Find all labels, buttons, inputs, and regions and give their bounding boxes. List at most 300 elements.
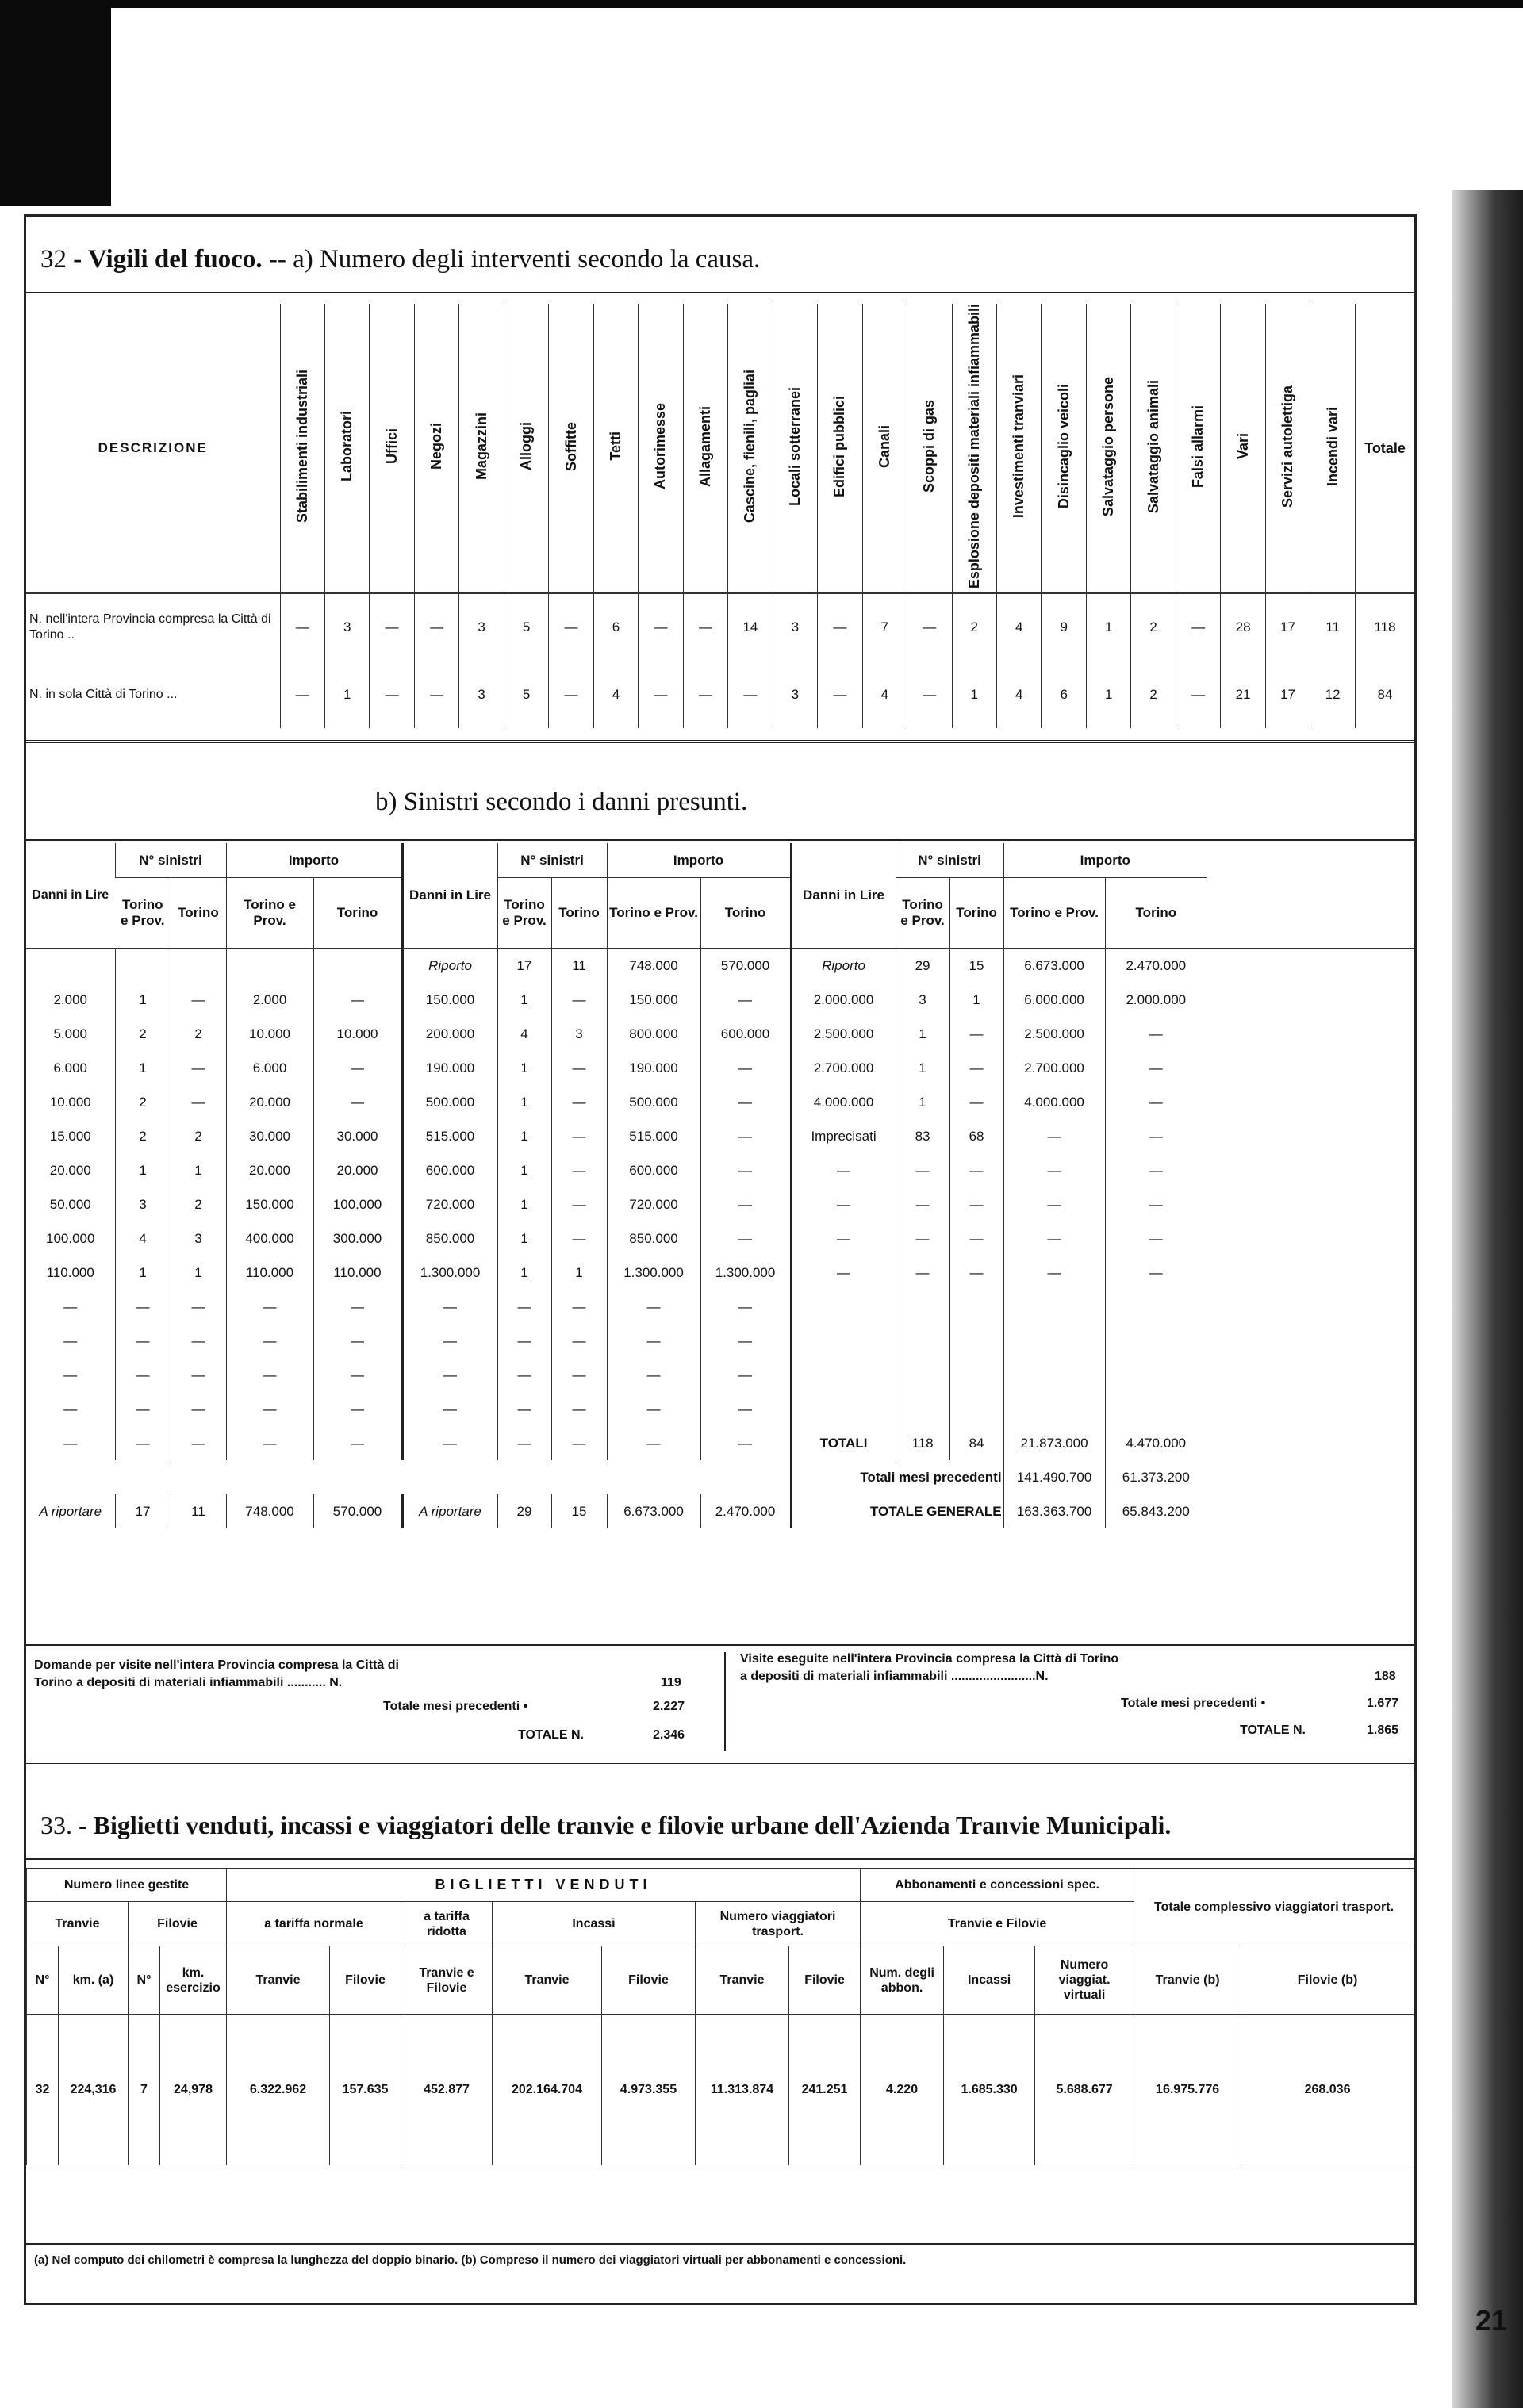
a-riportare-value: 29 xyxy=(497,1494,551,1528)
spacer xyxy=(1207,843,1414,949)
table-cell: 1 xyxy=(896,1085,949,1119)
table-cell: 84 xyxy=(949,1426,1003,1460)
table-cell: 3 xyxy=(324,593,369,661)
table-cell: TOTALI xyxy=(791,1426,896,1460)
table-cell: 24,978 xyxy=(160,2015,227,2165)
table-cell: 1.685.330 xyxy=(944,2015,1035,2165)
a-riportare-label: A riportare xyxy=(402,1494,497,1528)
col-torino-prov: Torino e Prov. xyxy=(226,878,313,949)
table-cell: 1 xyxy=(497,1153,551,1187)
table-cell xyxy=(1105,1324,1207,1358)
col-torino: Torino xyxy=(551,878,607,949)
table-cell: — xyxy=(551,983,607,1017)
spacer xyxy=(1207,1426,1414,1460)
table-cell xyxy=(1003,1392,1105,1426)
row-description: N. in sola Città di Torino ... xyxy=(29,687,178,701)
table-cell: — xyxy=(1105,1256,1207,1290)
table-row xyxy=(26,1290,1414,1324)
table-cell: — xyxy=(63,1401,78,1417)
table-cell: 2.500.000 xyxy=(791,1017,896,1051)
table-cell: 4 xyxy=(115,1221,171,1256)
table-cell: 241.251 xyxy=(789,2015,861,2165)
table-cell: 17 xyxy=(497,949,551,984)
col-numero-linee: Numero linee gestite xyxy=(27,1869,227,1902)
table-cell: 2 xyxy=(1131,593,1176,661)
table-row xyxy=(26,593,1414,661)
table-cell: — xyxy=(1003,1256,1105,1290)
table-row xyxy=(26,661,1414,728)
table-row xyxy=(26,983,1414,1017)
document-page xyxy=(24,214,1417,2305)
col-header xyxy=(280,304,324,593)
col-header-label: Salvataggio persone xyxy=(1100,376,1117,516)
table-cell xyxy=(896,1392,949,1426)
table-cell: — xyxy=(171,983,226,1017)
damages-table xyxy=(26,843,1414,1528)
page-number: 21 xyxy=(1475,2304,1507,2337)
table-row xyxy=(26,1119,1414,1153)
table-cell: — xyxy=(171,1085,226,1119)
table-cell: Riporto xyxy=(791,949,896,984)
col-n: N° xyxy=(129,1946,160,2015)
table-cell xyxy=(1003,1324,1105,1358)
table-cell: 29 xyxy=(896,949,949,984)
table-cell xyxy=(1105,1290,1207,1324)
table-cell: — xyxy=(1105,1153,1207,1187)
table-cell: — xyxy=(551,1187,607,1221)
col-header-label: Alloggi xyxy=(518,422,535,471)
table-cell xyxy=(1105,1392,1207,1426)
col-numero-viaggiatori: Numero viaggiatori trasport. xyxy=(696,1902,861,1946)
table-cell: — xyxy=(907,661,952,728)
col-header-label: Canali xyxy=(876,424,892,468)
table-cell: Imprecisati xyxy=(791,1119,896,1153)
table-cell: 17 xyxy=(1265,661,1310,728)
spacer xyxy=(1207,1017,1414,1051)
table-cell: — xyxy=(1003,1153,1105,1187)
table-cell: 1 xyxy=(497,1119,551,1153)
table-row xyxy=(26,1187,1414,1221)
table-cell: — xyxy=(171,1392,226,1426)
table-cell: — xyxy=(1105,1187,1207,1221)
table-cell: — xyxy=(818,661,862,728)
table-cell: — xyxy=(171,1290,226,1324)
table-cell: — xyxy=(313,1324,402,1358)
table-cell: 2 xyxy=(115,1119,171,1153)
table-cell: 100.000 xyxy=(46,1230,95,1246)
visite-line2: a depositi di materiali infiammabili ........................N. xyxy=(740,1670,1049,1683)
scan-binding-shadow xyxy=(1452,190,1523,2408)
table-cell: 110.000 xyxy=(313,1256,402,1290)
col-torino: Torino xyxy=(313,878,402,949)
table-cell: 50.000 xyxy=(49,1196,91,1212)
table-cell: 1 xyxy=(497,1085,551,1119)
a-riportare-value: 17 xyxy=(115,1494,171,1528)
table-cell: — xyxy=(639,593,683,661)
table-row xyxy=(26,1392,1414,1426)
table-row xyxy=(26,1358,1414,1392)
col-viaggiatori-virtuali: Numero viaggiat. virtuali xyxy=(1035,1946,1134,2015)
table-cell: 515.000 xyxy=(402,1119,497,1153)
table-cell: 3 xyxy=(171,1221,226,1256)
table-cell: — xyxy=(1105,1119,1207,1153)
table-cell: — xyxy=(791,1221,896,1256)
table-cell: 10.000 xyxy=(226,1017,313,1051)
col-incassi: Incassi xyxy=(493,1902,696,1946)
table-cell: 6.000 xyxy=(53,1060,88,1076)
section-b-title: b) Sinistri secondo i danni presunti. xyxy=(375,788,748,816)
table-cell: 500.000 xyxy=(402,1085,497,1119)
col-header-label: Stabilimenti industriali xyxy=(293,370,310,523)
col-header xyxy=(414,304,458,593)
table-cell: — xyxy=(115,1392,171,1426)
table-cell: 21.873.000 xyxy=(1003,1426,1105,1460)
table-cell: 10.000 xyxy=(313,1017,402,1051)
col-danni: Danni in Lire xyxy=(26,843,115,949)
table-cell xyxy=(949,1358,1003,1392)
col-n: N° xyxy=(27,1946,59,2015)
totale-generale-label: TOTALE GENERALE xyxy=(791,1494,1003,1528)
visite-total-label: TOTALE N. xyxy=(1240,1724,1306,1737)
spacer xyxy=(1207,1085,1414,1119)
col-header-label: Esplosione depositi materiali infiammabili xyxy=(965,304,982,589)
col-tranvie-e-filovie: Tranvie e Filovie xyxy=(861,1902,1134,1946)
table-cell: 83 xyxy=(896,1119,949,1153)
table-cell: 15.000 xyxy=(49,1128,91,1144)
table-cell: — xyxy=(1105,1051,1207,1085)
domande-total-value: 2.346 xyxy=(653,1728,685,1742)
table-cell: 200.000 xyxy=(402,1017,497,1051)
table-cell: — xyxy=(414,661,458,728)
row-total: 118 xyxy=(1356,593,1415,661)
col-header-label: Allagamenti xyxy=(696,405,713,487)
table-cell: 1 xyxy=(171,1153,226,1187)
spacer xyxy=(26,1460,791,1494)
visite-line1: Visite eseguite nell'intera Provincia compresa la Città di Torino xyxy=(740,1652,1119,1666)
divider xyxy=(26,839,1414,841)
table-cell: — xyxy=(115,1426,171,1460)
table-row xyxy=(26,1221,1414,1256)
col-header xyxy=(818,304,862,593)
col-nsinistri: N° sinistri xyxy=(896,843,1003,878)
table-cell: 3 xyxy=(459,593,504,661)
table-cell: — xyxy=(313,1392,402,1426)
col-torino: Torino xyxy=(949,878,1003,949)
table-cell xyxy=(791,1290,896,1324)
col-torino: Torino xyxy=(1105,878,1207,949)
col-header xyxy=(1086,304,1130,593)
table-cell: — xyxy=(115,1324,171,1358)
col-header xyxy=(1042,304,1086,593)
table-cell: 5.688.677 xyxy=(1035,2015,1134,2165)
tickets-table xyxy=(26,1868,1414,2165)
table-cell: 4 xyxy=(997,661,1042,728)
table-cell: 3 xyxy=(773,661,817,728)
table-row xyxy=(26,1426,1414,1460)
table-cell: — xyxy=(497,1324,551,1358)
col-header xyxy=(1131,304,1176,593)
table-cell: — xyxy=(607,1392,700,1426)
table-cell: — xyxy=(949,1017,1003,1051)
spacer xyxy=(1207,1051,1414,1085)
col-header-label: Locali sotterranei xyxy=(786,386,803,506)
table-cell: 32 xyxy=(27,2015,59,2165)
table-cell: — xyxy=(1003,1221,1105,1256)
table-cell: — xyxy=(226,1392,313,1426)
col-importo: Importo xyxy=(226,843,402,878)
col-header xyxy=(324,304,369,593)
table-row xyxy=(26,1017,1414,1051)
visite-prev-value: 1.677 xyxy=(1367,1697,1399,1710)
table-cell: — xyxy=(1105,1085,1207,1119)
table-cell: — xyxy=(313,1051,402,1085)
col-header xyxy=(862,304,907,593)
table-cell: 2.000 xyxy=(53,991,88,1007)
table-cell: 2.470.000 xyxy=(1105,949,1207,984)
totali-mesi-value: 141.490.700 xyxy=(1003,1460,1105,1494)
table-cell: — xyxy=(497,1358,551,1392)
table-cell: — xyxy=(313,1358,402,1392)
table-cell xyxy=(1003,1358,1105,1392)
table-cell: — xyxy=(226,1324,313,1358)
table-cell: — xyxy=(313,1290,402,1324)
col-header-label: Incendi vari xyxy=(1324,406,1341,486)
col-filovie-b: Filovie (b) xyxy=(1241,1946,1414,2015)
divider xyxy=(26,1858,1414,1860)
col-incassi: Incassi xyxy=(944,1946,1035,2015)
table-cell: — xyxy=(551,1426,607,1460)
table-cell xyxy=(1105,1358,1207,1392)
col-tariffa-ridotta: a tariffa ridotta xyxy=(401,1902,493,1946)
a-riportare-value: 748.000 xyxy=(226,1494,313,1528)
table-cell: — xyxy=(313,983,402,1017)
domande-prev-label: Totale mesi precedenti • xyxy=(383,1700,528,1713)
col-tranvie: Tranvie xyxy=(27,1902,129,1946)
table-cell xyxy=(791,1392,896,1426)
table-cell: — xyxy=(949,1051,1003,1085)
interventions-table xyxy=(26,304,1414,728)
double-divider xyxy=(26,1763,1414,1766)
table-cell: 2.500.000 xyxy=(1003,1017,1105,1051)
table-row xyxy=(27,2015,1414,2165)
table-cell: 157.635 xyxy=(330,2015,401,2165)
table-cell: 3 xyxy=(773,593,817,661)
table-cell: 515.000 xyxy=(607,1119,700,1153)
table-cell xyxy=(313,949,402,984)
table-cell: 1 xyxy=(896,1017,949,1051)
table-cell: 6 xyxy=(1042,661,1086,728)
table-cell: 6 xyxy=(593,593,638,661)
table-cell: — xyxy=(1105,1017,1207,1051)
col-danni: Danni in Lire xyxy=(402,843,497,949)
col-header-label: Servizi autolettiga xyxy=(1279,385,1296,508)
table-cell: 4.470.000 xyxy=(1105,1426,1207,1460)
col-header-label: Disincaglio veicoli xyxy=(1055,384,1072,509)
table-cell: — xyxy=(414,593,458,661)
a-riportare-label: A riportare xyxy=(39,1503,102,1519)
table-cell: 15 xyxy=(949,949,1003,984)
table-cell: — xyxy=(63,1435,78,1451)
col-header-label: Falsi allarmi xyxy=(1190,405,1207,488)
table-cell: — xyxy=(402,1392,497,1426)
table-cell: 20.000 xyxy=(226,1085,313,1119)
totale-generale-value: 65.843.200 xyxy=(1105,1494,1207,1528)
table-cell: — xyxy=(607,1426,700,1460)
col-abbonamenti: Abbonamenti e concessioni spec. xyxy=(861,1869,1134,1902)
table-cell: — xyxy=(700,1392,791,1426)
table-cell: 150.000 xyxy=(402,983,497,1017)
table-cell: — xyxy=(700,1051,791,1085)
totali-mesi-label: Totali mesi precedenti xyxy=(791,1460,1003,1494)
table-cell: — xyxy=(551,1051,607,1085)
table-cell: 2 xyxy=(1131,661,1176,728)
a-riportare-value: 15 xyxy=(551,1494,607,1528)
table-cell: 2.000.000 xyxy=(1105,983,1207,1017)
section-number: 32 xyxy=(40,245,67,274)
section-subtitle: -- a) Numero degli interventi secondo la causa. xyxy=(268,245,761,274)
domande-prev-value: 2.227 xyxy=(653,1700,685,1713)
table-cell: 100.000 xyxy=(313,1187,402,1221)
table-cell: 500.000 xyxy=(607,1085,700,1119)
table-cell: — xyxy=(1003,1187,1105,1221)
table-cell xyxy=(226,949,313,984)
table-cell: — xyxy=(700,1085,791,1119)
table-cell: 1 xyxy=(949,983,1003,1017)
totale-generale-value: 163.363.700 xyxy=(1003,1494,1105,1528)
table-cell: 1 xyxy=(1086,593,1130,661)
table-cell: — xyxy=(171,1051,226,1085)
table-cell: — xyxy=(949,1256,1003,1290)
table-cell: — xyxy=(171,1426,226,1460)
table-cell xyxy=(949,1324,1003,1358)
table-cell: — xyxy=(551,1119,607,1153)
table-cell: 4.973.355 xyxy=(602,2015,696,2165)
table-cell: 268.036 xyxy=(1241,2015,1414,2165)
table-cell: 1.300.000 xyxy=(607,1256,700,1290)
table-cell: 1 xyxy=(324,661,369,728)
table-cell: 1 xyxy=(171,1256,226,1290)
table-cell: 17 xyxy=(1265,593,1310,661)
spacer xyxy=(1207,1460,1414,1494)
table-cell: — xyxy=(700,1290,791,1324)
col-header-label: Soffitte xyxy=(562,421,579,471)
table-cell: — xyxy=(700,1426,791,1460)
table-cell xyxy=(949,1392,1003,1426)
row-total: 84 xyxy=(1356,661,1415,728)
table-cell: — xyxy=(370,593,414,661)
table-cell: 190.000 xyxy=(607,1051,700,1085)
scan-corner-shadow xyxy=(0,0,111,206)
table-cell: 14 xyxy=(728,593,773,661)
col-header-label: Autorimesse xyxy=(652,403,669,490)
table-cell: 28 xyxy=(1221,593,1265,661)
col-header-label: Salvataggio animali xyxy=(1145,379,1161,513)
table-cell: — xyxy=(818,593,862,661)
table-cell xyxy=(896,1358,949,1392)
spacer xyxy=(1207,1153,1414,1187)
table-cell: 30.000 xyxy=(313,1119,402,1153)
table-cell xyxy=(896,1324,949,1358)
table-cell: 1 xyxy=(497,1187,551,1221)
spacer xyxy=(1207,983,1414,1017)
col-header-label: Laboratori xyxy=(339,411,355,482)
domande-line2: Torino a depositi di materiali infiammabili ........... N. xyxy=(34,1676,343,1689)
table-cell: — xyxy=(700,1153,791,1187)
table-cell: — xyxy=(313,1426,402,1460)
table-cell: — xyxy=(896,1221,949,1256)
table-cell: 6.673.000 xyxy=(1003,949,1105,984)
col-num-abbonamenti: Num. degli abbon. xyxy=(861,1946,944,2015)
table-cell: 1 xyxy=(115,1153,171,1187)
table-cell: — xyxy=(115,1358,171,1392)
table-cell: 118 xyxy=(896,1426,949,1460)
table-cell: 110.000 xyxy=(226,1256,313,1290)
table-cell: 720.000 xyxy=(607,1187,700,1221)
table-cell: 11.313.874 xyxy=(696,2015,789,2165)
table-cell: 2.000.000 xyxy=(791,983,896,1017)
col-importo: Importo xyxy=(1003,843,1207,878)
table-row xyxy=(26,1256,1414,1290)
table-cell: 11 xyxy=(1310,593,1356,661)
table-cell xyxy=(896,1290,949,1324)
col-danni: Danni in Lire xyxy=(791,843,896,949)
table-cell: 4 xyxy=(497,1017,551,1051)
col-biglietti-venduti: BIGLIETTI VENDUTI xyxy=(227,1869,861,1902)
footnote: (a) Nel computo dei chilometri è compresa la lunghezza del doppio binario. (b) Compreso il numero dei viaggiatori virtuali per abbonamenti e concessioni. xyxy=(34,2253,907,2267)
spacer xyxy=(1207,1256,1414,1290)
col-tranvie: Tranvie xyxy=(227,1946,330,2015)
divider xyxy=(26,292,1414,293)
col-header-label: Investimenti tranviari xyxy=(1011,374,1027,519)
col-header-label: Uffici xyxy=(383,428,400,465)
table-cell: 20.000 xyxy=(313,1153,402,1187)
col-header xyxy=(907,304,952,593)
table-cell xyxy=(115,949,171,984)
table-cell: 1 xyxy=(115,983,171,1017)
double-divider xyxy=(26,740,1414,743)
table-row xyxy=(26,1324,1414,1358)
col-filovie: Filovie xyxy=(602,1946,696,2015)
col-totale: Totale xyxy=(1356,304,1415,593)
table-cell: — xyxy=(683,661,727,728)
table-cell: — xyxy=(402,1426,497,1460)
table-cell xyxy=(1003,1290,1105,1324)
table-cell: 3 xyxy=(459,661,504,728)
table-cell: 2.000 xyxy=(226,983,313,1017)
table-cell: — xyxy=(497,1290,551,1324)
table-cell: 10.000 xyxy=(49,1094,91,1110)
table-cell: 7 xyxy=(129,2015,160,2165)
visite-prev-label: Totale mesi precedenti • xyxy=(1121,1697,1266,1710)
table-cell: — xyxy=(700,1324,791,1358)
table-cell: 202.164.704 xyxy=(493,2015,602,2165)
table-cell: — xyxy=(896,1256,949,1290)
table-cell: 6.000 xyxy=(226,1051,313,1085)
table-cell: — xyxy=(1003,1119,1105,1153)
table-cell: 600.000 xyxy=(700,1017,791,1051)
col-filovie: Filovie xyxy=(129,1902,227,1946)
table-cell: 1.300.000 xyxy=(402,1256,497,1290)
table-cell: 4 xyxy=(997,593,1042,661)
table-cell xyxy=(171,949,226,984)
col-km: km. (a) xyxy=(59,1946,129,2015)
table-cell: 400.000 xyxy=(226,1221,313,1256)
table-cell: — xyxy=(226,1426,313,1460)
table-cell: — xyxy=(700,983,791,1017)
spacer xyxy=(1207,1221,1414,1256)
table-cell: — xyxy=(402,1290,497,1324)
table-cell: 9 xyxy=(1042,593,1086,661)
